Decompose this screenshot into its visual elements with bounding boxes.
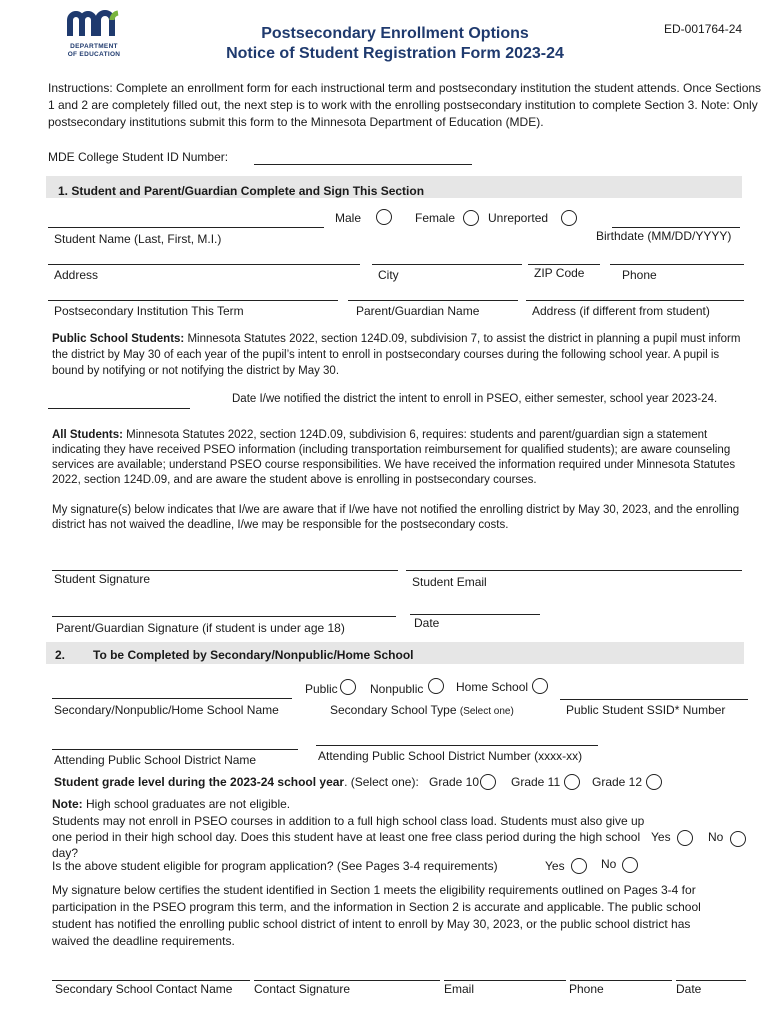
school-type-label — [330, 703, 514, 717]
birthdate-label: Birthdate (MM/DD/YYYY) — [596, 229, 732, 243]
free-period-no-radio[interactable] — [730, 831, 746, 847]
public-students-text: Minnesota Statutes 2022, section 124D.09, subdivision 7, to assist the district in planning a pupil must inform the district by May 30 of each year of the pupil’s intent to enroll in postsecondary courses during the following school year. A pupil is bound by notifying or not notifying the district by May 30. — [52, 333, 741, 377]
note-bold: Note: — [52, 797, 83, 811]
grade11-radio[interactable] — [564, 774, 580, 790]
contact-email-label: Email — [444, 982, 475, 996]
address-field[interactable] — [48, 264, 360, 265]
grade-level-row — [54, 775, 419, 789]
all-students-bold: All Students: — [52, 429, 123, 441]
date-notified-field[interactable] — [48, 408, 190, 409]
public-label: Public — [305, 682, 338, 696]
certify-paragraph: My signature below certifies the student identified in Section 1 meets the eligibility requirements outlined on Pages 3-4 for participation in the PSEO program this term, and the information in Section 2 is accurate and applicable. The public school student has notified the enrolling public school district of intent to enroll by May 30, 2023, or the public school district has waived the deadline requirements. — [52, 883, 701, 948]
free-period-yes-label: Yes — [651, 830, 671, 844]
free-period-no-label: No — [708, 830, 724, 844]
full-load-text: Students may not enroll in PSEO courses in addition to a full high school class load. Students must also give up one period in their high school day. Does this student have at least one free class period during the high school day? — [52, 814, 645, 860]
title-line1: Postsecondary Enrollment Options — [261, 25, 529, 42]
public-radio[interactable] — [340, 679, 356, 695]
unreported-radio[interactable] — [561, 210, 577, 226]
eligible-yes-label: Yes — [545, 859, 565, 873]
instructions: Instructions: Complete an enrollment form for each instructional term and postsecondary institution the student attends. Once Sections 1 and 2 are completely filled out, the next step is to work with the enrolling postsecondary institution to complete Section 3. Note: Only postsecondary institutions submit this form to the Minnesota Department of Education (MDE). — [48, 81, 762, 129]
female-radio[interactable] — [463, 210, 479, 226]
district-number-field[interactable] — [316, 745, 598, 746]
grade10-label: Grade 10 — [429, 775, 480, 789]
mde-id-label: MDE College Student ID Number: — [48, 150, 229, 164]
mn-logo-icon — [58, 10, 130, 38]
nonpublic-radio[interactable] — [428, 678, 444, 694]
district-number-label: Attending Public School District Number (xxxx-xx) — [318, 749, 583, 763]
parent-date-label: Date — [414, 616, 440, 630]
student-email-label: Student Email — [412, 575, 487, 589]
school-type-text: Secondary School Type — [330, 703, 457, 717]
male-label: Male — [335, 211, 362, 225]
zip-label: ZIP Code — [534, 266, 585, 280]
student-name-label: Student Name (Last, First, M.I.) — [54, 232, 222, 246]
school-name-label: Secondary/Nonpublic/Home School Name — [54, 703, 279, 717]
logo-line2: OF EDUCATION — [67, 51, 121, 58]
student-email-field[interactable] — [406, 570, 742, 571]
public-students-bold: Public School Students: — [52, 333, 185, 345]
phone-field[interactable] — [610, 264, 744, 265]
contact-signature-field[interactable] — [254, 980, 440, 981]
district-name-label: Attending Public School District Name — [54, 753, 257, 767]
contact-phone-field[interactable] — [570, 980, 672, 981]
date-notified-label: Date I/we notified the district the intent to enroll in PSEO, either semester, school year 2023-24. — [232, 393, 718, 405]
mde-logo — [58, 10, 130, 59]
birthdate-field[interactable] — [612, 227, 740, 228]
contact-email-field[interactable] — [444, 980, 566, 981]
parent-name-field[interactable] — [348, 300, 518, 301]
parent-signature-field[interactable] — [52, 616, 396, 617]
all-students-paragraph — [52, 428, 742, 488]
male-radio[interactable] — [376, 209, 392, 225]
note-text: High school graduates are not eligible. — [82, 797, 291, 811]
ssid-label: Public Student SSID* Number — [566, 703, 726, 717]
mde-id-field[interactable] — [254, 164, 472, 165]
contact-signature-label: Contact Signature — [254, 982, 351, 996]
eligible-yes-radio[interactable] — [571, 858, 587, 874]
student-signature-label: Student Signature — [54, 572, 151, 586]
free-period-yes-radio[interactable] — [677, 830, 693, 846]
all-students-text: Minnesota Statutes 2022, section 124D.09, subdivision 6, requires: students and parent/guardian sign a statement indicating they have received PSEO information (including transportation reimbursement for qualified students); are aware counseling services are available; understand PSEO course responsibilities. We have received the information required under Minnesota Statutes 2022, section 124D.09, and are aware the student above is enrolling in postsecondary courses. — [52, 429, 736, 486]
parent-name-label: Parent/Guardian Name — [356, 304, 480, 318]
section2-heading: To be Completed by Secondary/Nonpublic/Home School — [93, 648, 414, 662]
section1-heading: 1. Student and Parent/Guardian Complete and Sign This Section — [58, 184, 425, 198]
parent-date-field[interactable] — [410, 614, 540, 615]
zip-field[interactable] — [528, 264, 600, 265]
grade12-radio[interactable] — [646, 774, 662, 790]
grade-level-bold: Student grade level during the 2023-24 school year — [54, 775, 345, 789]
district-name-field[interactable] — [52, 749, 298, 750]
form-code: ED-001764-24 — [664, 22, 743, 36]
note-line — [52, 797, 290, 811]
parent-address-label: Address (if different from student) — [532, 304, 710, 318]
grade10-radio[interactable] — [480, 774, 496, 790]
student-name-field[interactable] — [48, 227, 324, 228]
select-one-text: (Select one) — [459, 706, 514, 717]
contact-name-field[interactable] — [52, 980, 250, 981]
eligible-no-label: No — [601, 857, 617, 871]
grade11-label: Grade 11 — [511, 775, 561, 789]
address-label: Address — [54, 268, 99, 282]
parent-address-field[interactable] — [526, 300, 744, 301]
section2-number: 2. — [55, 648, 66, 662]
phone-label: Phone — [622, 268, 657, 282]
city-field[interactable] — [372, 264, 522, 265]
eligible-no-radio[interactable] — [622, 857, 638, 873]
home-school-radio[interactable] — [532, 678, 548, 694]
contact-name-label: Secondary School Contact Name — [55, 982, 233, 996]
nonpublic-label: Nonpublic — [370, 682, 424, 696]
grade12-label: Grade 12 — [592, 775, 643, 789]
unreported-label: Unreported — [488, 211, 549, 225]
signature-statement: My signature(s) below indicates that I/we are aware that if I/we have not notified the enrolling district by May 30, 2023, and the enrolling district has not waived the deadline, I/we may be responsible for the postsecondary costs. — [52, 504, 740, 531]
contact-date-field[interactable] — [676, 980, 746, 981]
home-school-label: Home School — [456, 680, 529, 694]
form-title — [190, 24, 600, 64]
eligible-question: Is the above student eligible for program application? (See Pages 3-4 requirements) — [52, 859, 498, 873]
parent-signature-label: Parent/Guardian Signature (if student is under age 18) — [56, 621, 345, 635]
logo-line1: DEPARTMENT — [70, 43, 118, 50]
female-label: Female — [415, 211, 456, 225]
public-students-paragraph — [52, 331, 752, 379]
school-name-field[interactable] — [52, 698, 292, 699]
contact-date-label: Date — [676, 982, 702, 996]
institution-field[interactable] — [48, 300, 338, 301]
grade-select-text: . (Select one): — [344, 775, 419, 789]
contact-phone-label: Phone — [569, 982, 604, 996]
city-label: City — [378, 268, 399, 282]
ssid-field[interactable] — [560, 699, 748, 700]
institution-label: Postsecondary Institution This Term — [54, 304, 244, 318]
student-signature-field[interactable] — [52, 570, 398, 571]
title-line2: Notice of Student Registration Form 2023-24 — [226, 45, 564, 62]
